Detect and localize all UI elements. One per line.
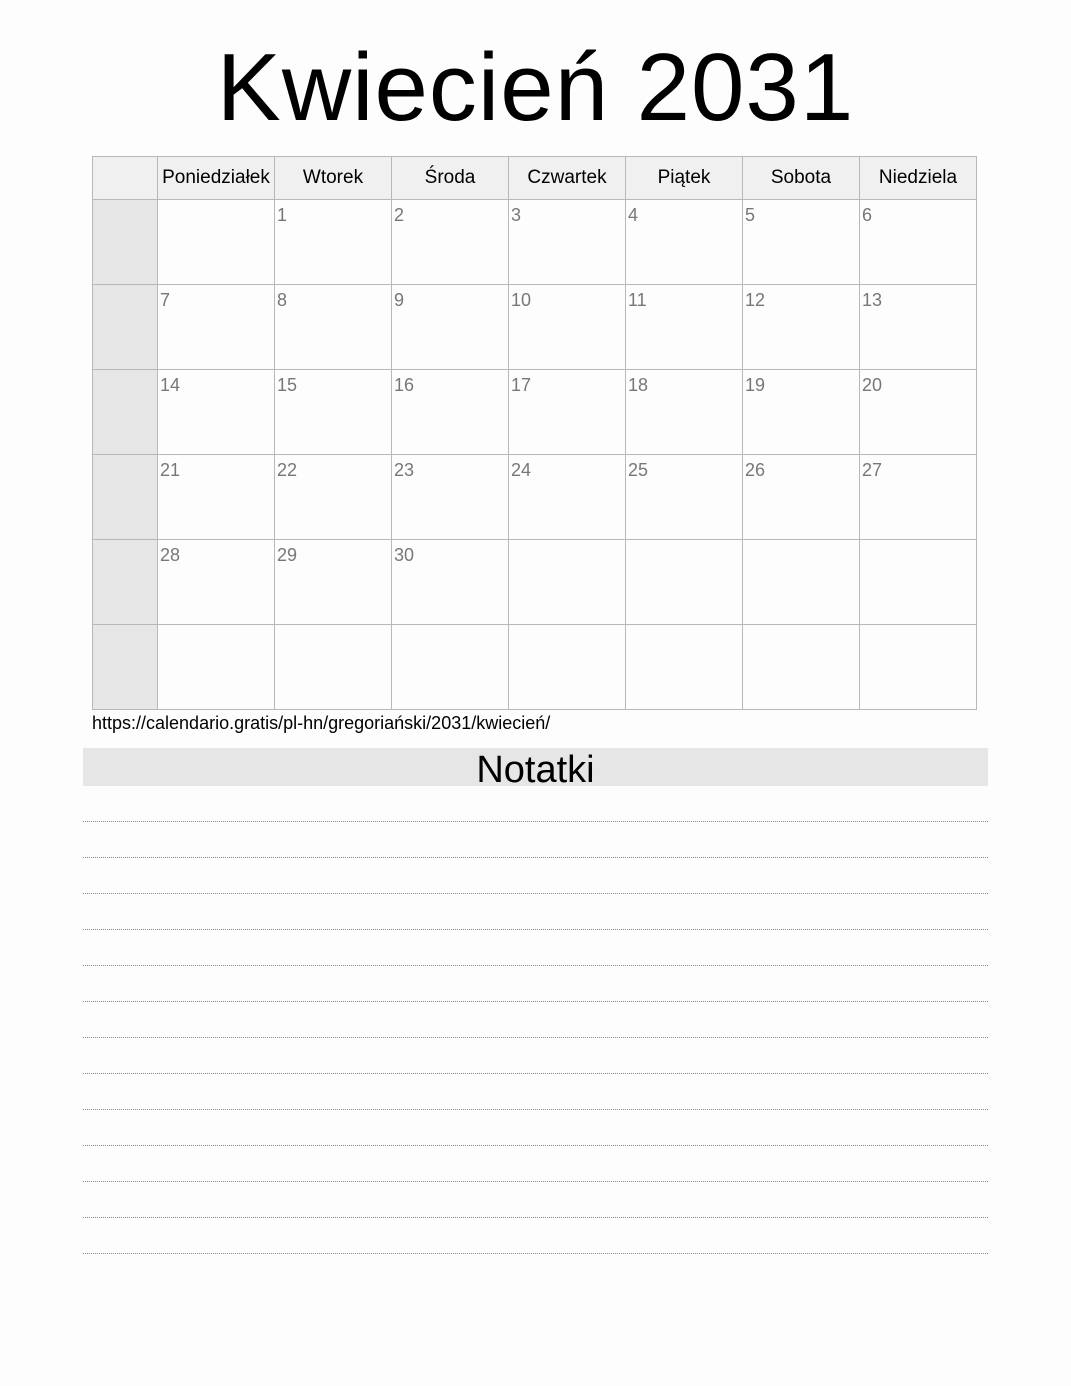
day-cell[interactable]: [158, 625, 275, 710]
notes-title: Notatki: [83, 748, 988, 786]
day-number: 15: [277, 375, 298, 395]
day-number: 6: [862, 205, 873, 225]
weekday-header: Piątek: [626, 157, 743, 200]
day-cell[interactable]: [158, 285, 275, 370]
note-line[interactable]: [83, 1218, 988, 1254]
week-number-cell: [93, 540, 158, 625]
day-cell[interactable]: [392, 455, 509, 540]
note-line[interactable]: [83, 1110, 988, 1146]
note-line[interactable]: [83, 930, 988, 966]
day-number: 1: [277, 205, 288, 225]
week-row: [93, 625, 977, 710]
day-cell[interactable]: [626, 200, 743, 285]
day-number: 25: [628, 460, 649, 480]
week-number-cell: [93, 200, 158, 285]
day-number: 7: [160, 290, 171, 310]
day-number: 29: [277, 545, 298, 565]
day-cell[interactable]: [509, 200, 626, 285]
week-number-cell: [93, 370, 158, 455]
day-number: 20: [862, 375, 883, 395]
note-line[interactable]: [83, 966, 988, 1002]
day-number: [626, 540, 742, 545]
weekday-header: Poniedziałek: [158, 157, 275, 200]
day-number: 21: [160, 460, 181, 480]
note-line[interactable]: [83, 894, 988, 930]
day-cell[interactable]: [860, 370, 977, 455]
day-number: [392, 625, 508, 630]
day-cell[interactable]: [626, 370, 743, 455]
day-cell[interactable]: [158, 455, 275, 540]
note-line[interactable]: [83, 1038, 988, 1074]
week-number-cell: [93, 285, 158, 370]
day-number: 3: [511, 205, 522, 225]
day-cell[interactable]: [392, 370, 509, 455]
day-cell[interactable]: [743, 455, 860, 540]
day-cell[interactable]: [275, 540, 392, 625]
notes-lines[interactable]: [83, 786, 988, 1254]
day-number: 4: [628, 205, 639, 225]
day-cell[interactable]: [860, 625, 977, 710]
note-line[interactable]: [83, 858, 988, 894]
day-cell[interactable]: [626, 625, 743, 710]
day-cell[interactable]: [743, 540, 860, 625]
day-cell[interactable]: [158, 370, 275, 455]
week-row: [93, 540, 977, 625]
day-number: 10: [511, 290, 532, 310]
weekday-header: Sobota: [743, 157, 860, 200]
day-cell[interactable]: [860, 200, 977, 285]
day-cell[interactable]: [275, 370, 392, 455]
note-line[interactable]: [83, 822, 988, 858]
day-cell[interactable]: [860, 285, 977, 370]
source-url[interactable]: https://calendario.gratis/pl-hn/gregoriański/2031/kwiecień/: [92, 713, 551, 733]
weekday-header: Czwartek: [509, 157, 626, 200]
week-number-cell: [93, 625, 158, 710]
day-number: 18: [628, 375, 649, 395]
note-line[interactable]: [83, 1074, 988, 1110]
day-number: 17: [511, 375, 532, 395]
day-number: 30: [394, 545, 415, 565]
day-number: 12: [745, 290, 766, 310]
calendar-grid: [92, 156, 977, 710]
day-number: 23: [394, 460, 415, 480]
week-number-cell: [93, 455, 158, 540]
day-number: [860, 540, 976, 545]
day-number: 13: [862, 290, 883, 310]
weekday-header: Niedziela: [860, 157, 977, 200]
day-number: 26: [745, 460, 766, 480]
note-line[interactable]: [83, 786, 988, 822]
day-number: 9: [394, 290, 405, 310]
day-cell[interactable]: [743, 200, 860, 285]
day-cell[interactable]: [743, 370, 860, 455]
day-cell[interactable]: [392, 285, 509, 370]
week-row: [93, 370, 977, 455]
day-number: 2: [394, 205, 405, 225]
day-cell[interactable]: [509, 625, 626, 710]
day-cell[interactable]: [626, 285, 743, 370]
day-number: 22: [277, 460, 298, 480]
note-line[interactable]: [83, 1002, 988, 1038]
day-cell[interactable]: [509, 285, 626, 370]
day-cell[interactable]: [626, 540, 743, 625]
day-number: [743, 540, 859, 545]
day-cell[interactable]: [158, 200, 275, 285]
day-cell[interactable]: [275, 455, 392, 540]
day-cell[interactable]: [743, 625, 860, 710]
day-cell[interactable]: [509, 455, 626, 540]
weekday-header: Wtorek: [275, 157, 392, 200]
weekday-header: Środa: [392, 157, 509, 200]
week-row: [93, 285, 977, 370]
day-number: 16: [394, 375, 415, 395]
day-number: [275, 625, 391, 630]
day-number: [860, 625, 976, 630]
day-number: [509, 625, 625, 630]
day-cell[interactable]: [743, 285, 860, 370]
day-cell[interactable]: [392, 625, 509, 710]
day-number: 19: [745, 375, 766, 395]
day-cell[interactable]: [392, 540, 509, 625]
day-number: 27: [862, 460, 883, 480]
day-cell[interactable]: [860, 455, 977, 540]
day-number: 8: [277, 290, 288, 310]
day-number: [509, 540, 625, 545]
weekday-header-row: [93, 157, 977, 200]
day-number: 28: [160, 545, 181, 565]
day-number: 5: [745, 205, 756, 225]
week-number-header: [93, 157, 158, 200]
week-row: [93, 200, 977, 285]
day-cell[interactable]: [275, 285, 392, 370]
day-number: [158, 200, 274, 205]
day-cell[interactable]: [860, 540, 977, 625]
note-line[interactable]: [83, 1182, 988, 1218]
day-cell[interactable]: [158, 540, 275, 625]
week-row: [93, 455, 977, 540]
day-cell[interactable]: [626, 455, 743, 540]
day-number: 24: [511, 460, 532, 480]
day-number: 14: [160, 375, 181, 395]
day-cell[interactable]: [509, 370, 626, 455]
note-line[interactable]: [83, 1146, 988, 1182]
page-title: Kwiecień 2031: [216, 34, 855, 141]
day-cell[interactable]: [275, 625, 392, 710]
day-number: 11: [628, 290, 647, 310]
day-number: [626, 625, 742, 630]
day-cell[interactable]: [509, 540, 626, 625]
day-number: [158, 625, 274, 630]
day-number: [743, 625, 859, 630]
day-cell[interactable]: [275, 200, 392, 285]
day-cell[interactable]: [392, 200, 509, 285]
